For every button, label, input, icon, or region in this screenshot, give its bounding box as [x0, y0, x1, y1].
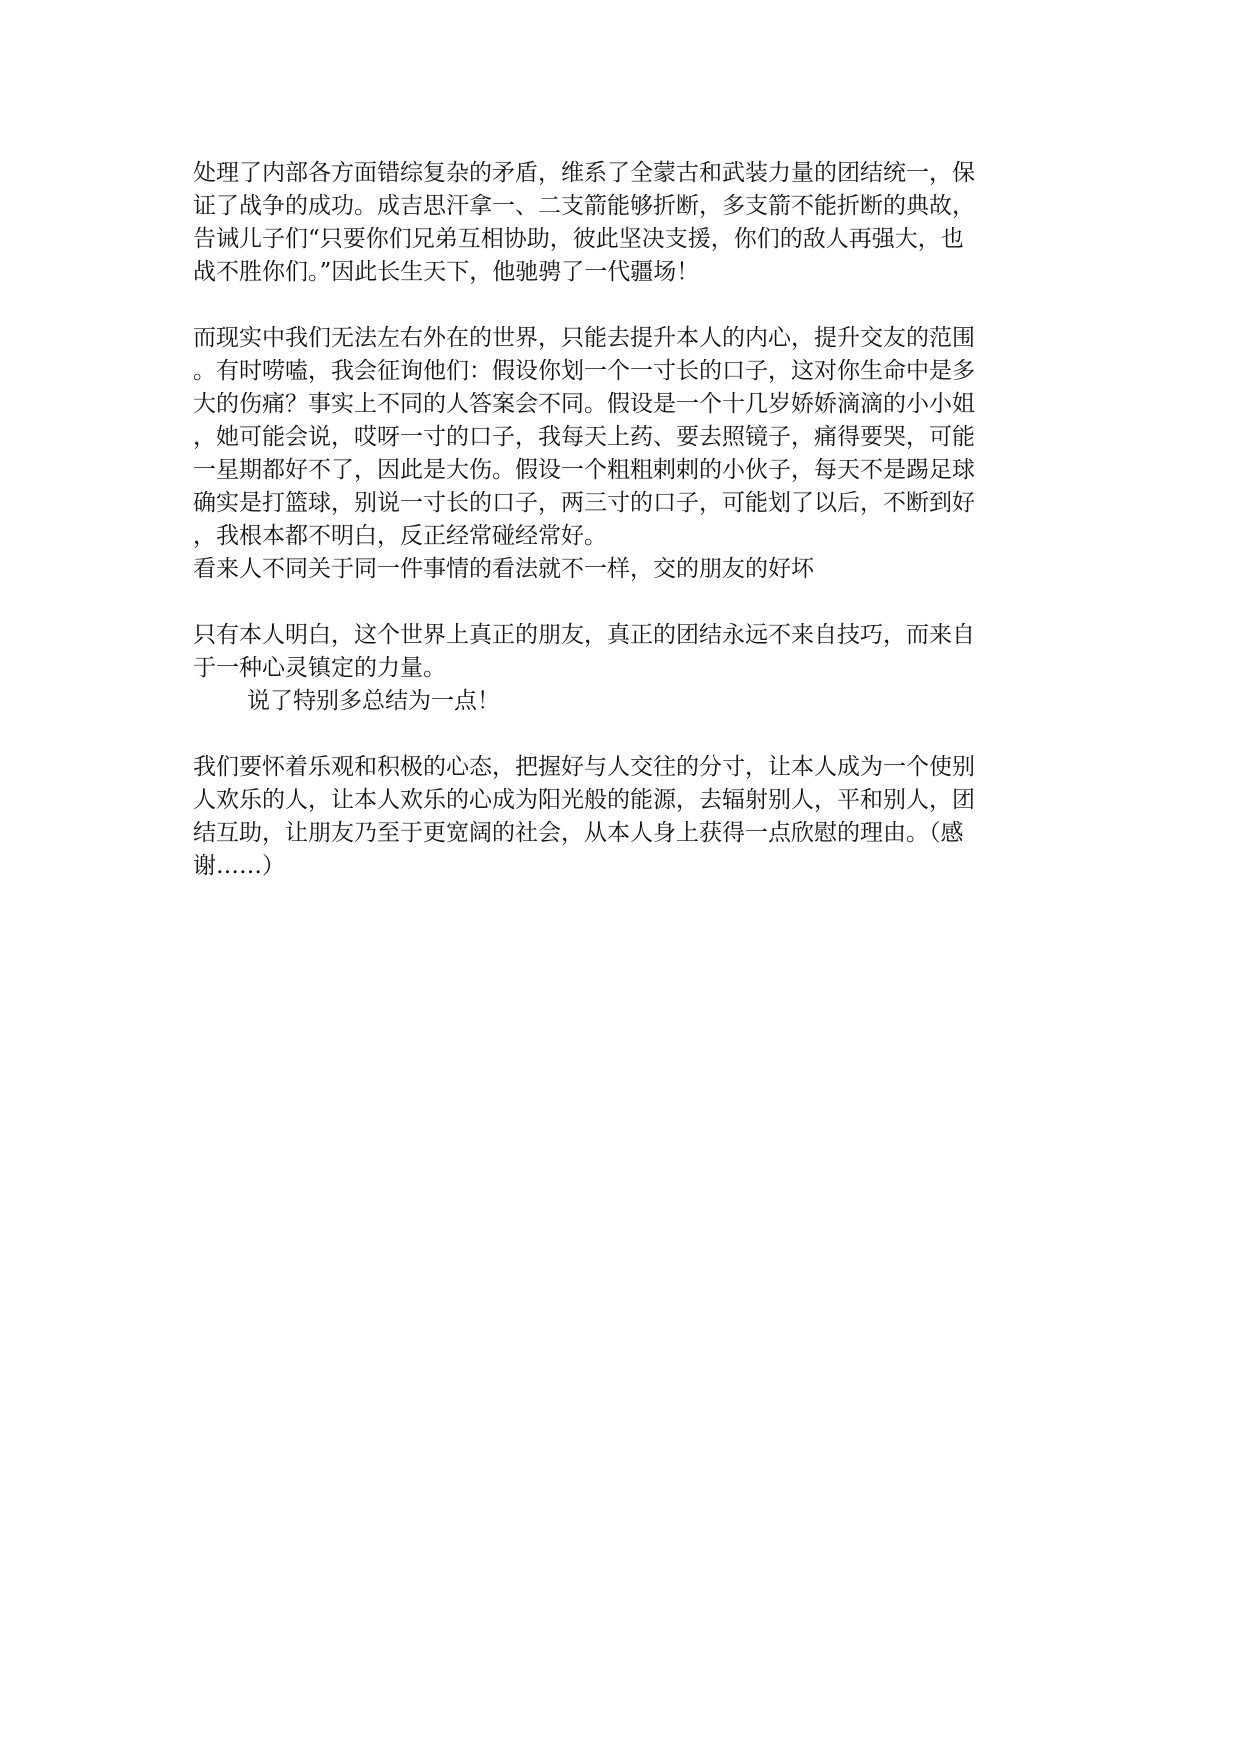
text-line: 证了战争的成功。成吉思汗拿一、二支箭能够折断，多支箭不能折断的典故， — [193, 193, 975, 219]
paragraph-conclusion — [193, 751, 1063, 883]
text-line: 告诫儿子们“只要你们兄弟互相协助，彼此坚决支援，你们的敌人再强大，也 — [193, 226, 964, 252]
text-line: ，她可能会说，哎呀一寸的口子，我每天上药、要去照镜子，痛得要哭，可能 — [193, 424, 975, 450]
document-body — [193, 157, 1063, 883]
text-line: 。有时唠嗑，我会征询他们：假设你划一个一寸长的口子，这对你生命中是多 — [193, 358, 975, 384]
paragraph-spacer — [193, 718, 1063, 751]
paragraph-inner-world — [193, 322, 1063, 586]
text-line: 大的伤痛？事实上不同的人答案会不同。假设是一个十几岁娇娇滴滴的小小姐 — [193, 391, 975, 417]
paragraph-spacer — [193, 586, 1063, 619]
text-line: 我们要怀着乐观和积极的心态，把握好与人交往的分寸，让本人成为一个使别 — [193, 754, 975, 780]
text-line: 只有本人明白，这个世界上真正的朋友，真正的团结永远不来自技巧，而来自 — [193, 622, 975, 648]
paragraph-genghis-khan — [193, 157, 1063, 289]
text-line: 人欢乐的人，让本人欢乐的心成为阳光般的能源，去辐射别人，平和别人，团 — [193, 787, 975, 813]
text-line: 战不胜你们。”因此长生天下，他驰骋了一代疆场！ — [193, 259, 700, 285]
paragraph-true-friends — [193, 619, 1063, 718]
text-line: 谢……） — [193, 853, 285, 879]
text-line: 确实是打篮球，别说一寸长的口子，两三寸的口子，可能划了以后，不断到好 — [193, 490, 975, 516]
text-line: 处理了内部各方面错综复杂的矛盾，维系了全蒙古和武装力量的团结统一，保 — [193, 160, 975, 186]
summary-line: 说了特别多总结为一点！ — [247, 688, 500, 714]
text-line: 一星期都好不了，因此是大伤。假设一个粗粗剌剌的小伙子，每天不是踢足球 — [193, 457, 975, 483]
text-line: 看来人不同关于同一件事情的看法就不一样，交的朋友的好坏 — [193, 556, 814, 582]
text-line: ，我根本都不明白，反正经常碰经常好。 — [193, 523, 607, 549]
text-line: 结互助，让朋友乃至于更宽阔的社会，从本人身上获得一点欣慰的理由。（感 — [193, 820, 964, 846]
paragraph-spacer — [193, 289, 1063, 322]
text-line: 于一种心灵镇定的力量。 — [193, 655, 446, 681]
text-line: 而现实中我们无法左右外在的世界，只能去提升本人的内心，提升交友的范围 — [193, 325, 975, 351]
